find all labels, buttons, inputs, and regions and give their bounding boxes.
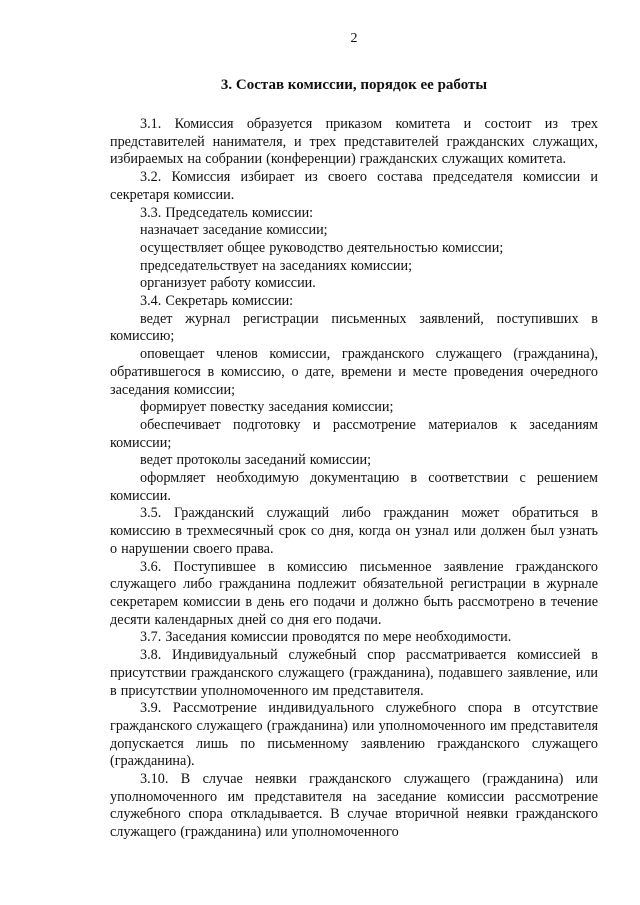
paragraph-3-3: 3.3. Председатель комиссии:: [140, 204, 314, 221]
paragraph-3-5: 3.5. Гражданский служащий либо гражданин может обратиться в комиссию в трехмесячный срок со дня, когда он узнал или должен был узнать о нарушении своего права.: [110, 505, 598, 557]
paragraph-3-2: 3.2. Комиссия избирает из своего состава председателя комиссии и секретаря комиссии.: [110, 169, 598, 203]
secretary-duty-item: оповещает членов комиссии, гражданского служащего (гражданина), обратившегося в комиссию, о дате, времени и месте проведения очередного заседания комиссии;: [110, 346, 598, 398]
paragraph-3-7: 3.7. Заседания комиссии проводятся по мере необходимости.: [140, 629, 512, 646]
section-title: 3. Состав комиссии, порядок ее работы: [220, 77, 488, 93]
paragraph-3-8: 3.8. Индивидуальный служебный спор рассматривается комиссией в присутствии гражданского служащего (гражданина), подавшего заявление, или в присутствии уполномоченного им представителя.: [110, 647, 598, 699]
chairman-duty-item: председательствует на заседаниях комиссии;: [140, 257, 413, 274]
section-body: [110, 116, 598, 842]
secretary-duty-item: ведет журнал регистрации письменных заявлений, поступивших в комиссию;: [110, 310, 598, 345]
secretary-duty-item: обеспечивает подготовку и рассмотрение материалов к заседаниям комиссии;: [110, 416, 598, 451]
paragraph-3-10: 3.10. В случае неявки гражданского служащего (гражданина) или уполномоченного им представителя на заседание комиссии рассмотрение служебного спора откладывается. В случае вторичной неявки гражданского служащего (гражданина) или уполномоченного: [110, 771, 598, 841]
page-number: 2: [350, 31, 358, 46]
paragraph-3-6: 3.6. Поступившее в комиссию письменное заявление гражданского служащего либо гражданина подлежит обязательной регистрации в журнале секретарем комиссии в день его подачи и должно быть рассмотрено в течение десяти календарных дней со дня его подачи.: [110, 558, 598, 628]
paragraph-3-1: 3.1. Комиссия образуется приказом комитета и состоит из трех представителей нанимателя, и трех представителей гражданских служащих, избираемых на собрании (конференции) гражданских служащих комитета.: [110, 116, 598, 168]
paragraph-3-9: 3.9. Рассмотрение индивидуального служебного спора в отсутствие гражданского служащего (гражданина) или уполномоченного им представителя допускается лишь по письменному заявлению гражданского служащего (гражданина).: [110, 700, 598, 770]
paragraph-3-4: 3.4. Секретарь комиссии:: [140, 293, 294, 310]
secretary-duty-item: формирует повестку заседания комиссии;: [140, 399, 394, 416]
secretary-duty-item: оформляет необходимую документацию в соответствии с решением комиссии.: [110, 470, 598, 504]
chairman-duty-item: назначает заседание комиссии;: [140, 222, 328, 239]
chairman-duty-item: осуществляет общее руководство деятельностью комиссии;: [140, 239, 504, 256]
secretary-duty-item: ведет протоколы заседаний комиссии;: [140, 452, 372, 469]
chairman-duty-item: организует работу комиссии.: [140, 275, 316, 292]
